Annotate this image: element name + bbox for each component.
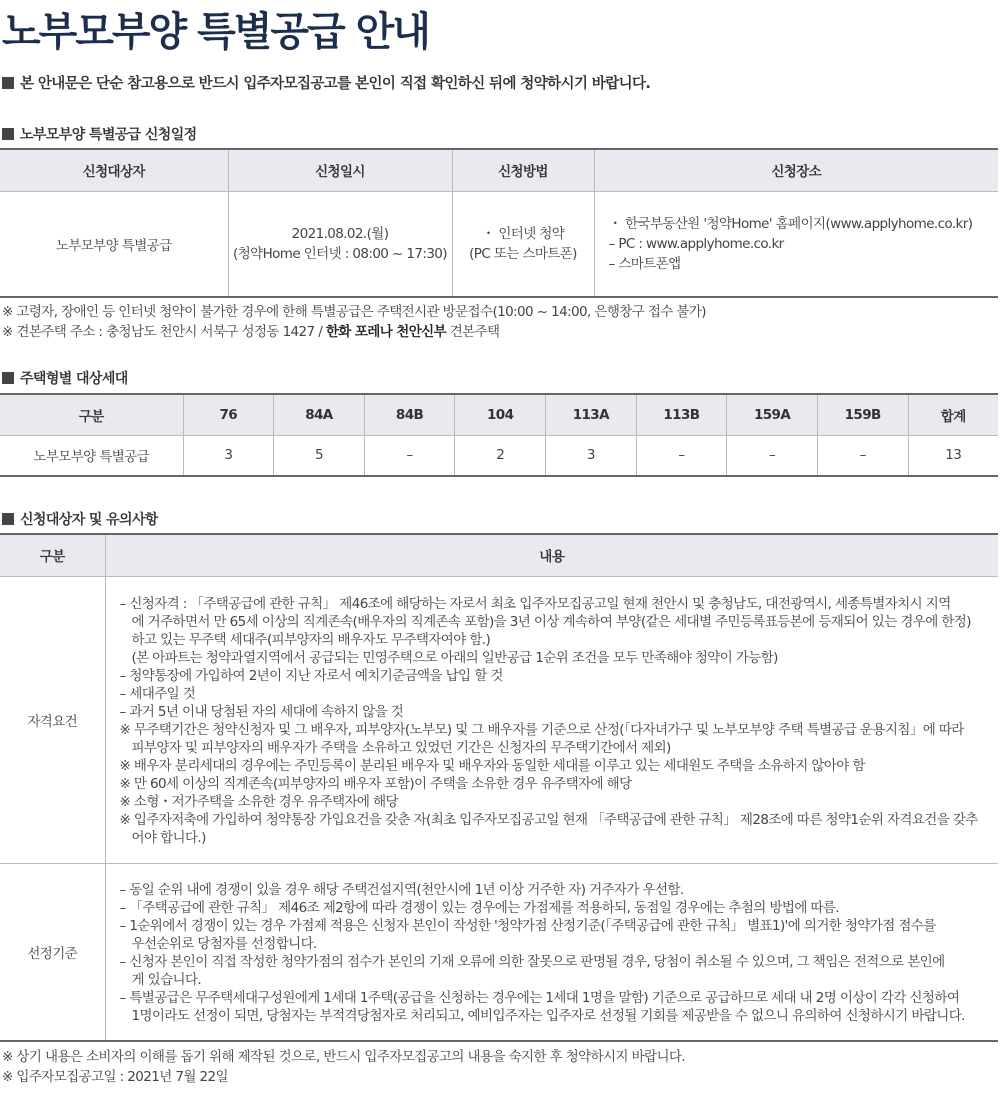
content-line: ※ 만 60세 이상의 직계존속(피부양자의 배우자 포함)이 주택을 소유한 경우 유주택자에 해당 <box>119 775 632 792</box>
content-line: ※ 입주자저축에 가입하여 청약통장 가입요건을 갖춘 자(최초 입주자모집공고일 현재 「주택공급에 관한 규칙」 제28조에 따른 청약1순위 자격요건을 갖추 <box>119 811 978 828</box>
schedule-note: ※ 고령자, 장애인 등 인터넷 청약이 불가한 경우에 한해 특별공급은 주택전시관 방문접수(10:00 ~ 14:00, 은행창구 접수 불가) <box>2 304 706 320</box>
row-label: 자격요건 <box>0 576 105 863</box>
header-cell: 합계 <box>908 394 998 435</box>
header-cell: 84A <box>274 394 365 435</box>
content-line: – 세대주일 것 <box>119 685 196 702</box>
row-label: 선정기준 <box>0 863 105 1041</box>
unit-count-cell: – <box>727 435 818 476</box>
row-content <box>105 576 998 863</box>
content-line: – 특별공급은 무주택세대구성원에게 1세대 1주택(공급을 신청하는 경우에는 1세대 1명을 말함) 기준으로 공급하므로 세대 내 2명 이상이 각각 신청하여 <box>119 989 960 1006</box>
content-line: 1명이라도 선정이 되면, 당첨자는 부적격당첨자로 처리되고, 예비입주자는 입주자로 선정될 기회를 제공받을 수 없으니 유의하여 신청하시기 바랍니다. <box>131 1007 965 1024</box>
header-cell: 신청일시 <box>228 149 452 191</box>
date-cell: 2021.08.02.(월) (청약Home 인터넷 : 08:00 ~ 17:30) <box>228 191 452 297</box>
content-line: (본 아파트는 청약과열지역에서 공급되는 민영주택으로 아래의 일반공급 1순위 조건을 모두 만족해야 청약이 가능함) <box>131 649 778 666</box>
method-cell: ・ 인터넷 청약 (PC 또는 스마트폰) <box>452 191 594 297</box>
content-line: 게 있습니다. <box>131 971 202 988</box>
units-table <box>0 393 998 477</box>
header-cell: 신청방법 <box>452 149 594 191</box>
notice: 본 안내문은 단순 참고용으로 반드시 입주자모집공고를 본인이 직접 확인하신 뒤에 청약하시기 바랍니다. <box>2 72 650 93</box>
content-line: ※ 소형・저가주택을 소유한 경우 유주택자에 해당 <box>119 793 398 810</box>
header-cell: 113B <box>636 394 727 435</box>
square-bullet-icon <box>2 128 14 140</box>
schedule-table <box>0 148 998 298</box>
header-cell: 신청장소 <box>594 149 998 191</box>
header-cell: 159A <box>727 394 818 435</box>
section-heading-eligibility: 신청대상자 및 유의사항 <box>2 509 158 529</box>
unit-count-cell: – <box>364 435 455 476</box>
content-line: 하고 있는 무주택 세대주(피부양자의 배우자도 무주택자여야 함.) <box>131 631 491 648</box>
header-cell: 84B <box>364 394 455 435</box>
content-line: – 동일 순위 내에 경쟁이 있을 경우 해당 주택건설지역(천안시에 1년 이상 거주한 자) 거주자가 우선함. <box>119 881 684 898</box>
row-content <box>105 863 998 1041</box>
page-title: 노부모부양 특별공급 안내 <box>2 9 429 55</box>
content-line: – 「주택공급에 관한 규칙」 제46조 제2항에 따라 경쟁이 있는 경우에는 가점제를 적용하되, 동점일 경우에는 추첨의 방법에 따름. <box>119 899 840 916</box>
unit-count-cell: 13 <box>908 435 998 476</box>
content-line: 에 거주하면서 만 65세 이상의 직계존속(배우자의 직계존속 포함)을 3년 이상 계속하여 부양(같은 세대별 주민등록표등본에 등재되어 있는 경우에 한정) <box>131 613 971 630</box>
footnote: ※ 상기 내용은 소비자의 이해를 돕기 위해 제작된 것으로, 반드시 입주자모집공고의 내용을 숙지한 후 청약하시지 바랍니다. <box>2 1049 686 1065</box>
square-bullet-icon <box>2 372 14 384</box>
target-cell: 노부모부양 특별공급 <box>0 191 228 297</box>
content-line: – 청약통장에 가입하여 2년이 지난 자로서 예치기준금액을 납입 할 것 <box>119 667 503 684</box>
place-cell: ・ 한국부동산원 '청약Home' 홈페이지(www.applyhome.co.kr) – PC : www.applyhome.co.kr – 스마트폰앱 <box>594 191 998 297</box>
content-line: ※ 배우자 분리세대의 경우에는 주민등록이 분리된 배우자 및 배우자와 동일한 세대를 이루고 있는 세대원도 주택을 소유하지 않아야 함 <box>119 757 865 774</box>
header-cell: 구분 <box>0 534 105 576</box>
content-line: 어야 합니다.) <box>131 829 206 846</box>
header-cell: 113A <box>546 394 637 435</box>
header-cell: 내용 <box>105 534 998 576</box>
unit-count-cell: 2 <box>455 435 546 476</box>
header-cell: 76 <box>183 394 274 435</box>
unit-count-cell: 5 <box>274 435 365 476</box>
header-cell: 신청대상자 <box>0 149 228 191</box>
header-cell: 구분 <box>0 394 183 435</box>
unit-count-cell: – <box>817 435 908 476</box>
table-row <box>0 435 998 476</box>
footnote: ※ 입주자모집공고일 : 2021년 7월 22일 <box>2 1069 228 1085</box>
table-row <box>0 191 998 297</box>
content-line: – 신청자 본인이 직접 작성한 청약가점의 점수가 본인의 기재 오류에 의한 잘못으로 판명될 경우, 당첨이 취소될 수 있으며, 그 책임은 전적으로 본인에 <box>119 953 945 970</box>
unit-count-cell: – <box>636 435 727 476</box>
header-cell: 104 <box>455 394 546 435</box>
header-cell: 159B <box>817 394 908 435</box>
square-bullet-icon <box>2 513 14 525</box>
unit-count-cell: 3 <box>546 435 637 476</box>
square-bullet-icon <box>2 77 14 89</box>
content-line: – 과거 5년 이내 당첨된 자의 세대에 속하지 않을 것 <box>119 703 404 720</box>
section-heading-units: 주택형별 대상세대 <box>2 368 128 388</box>
content-line: ※ 무주택기간은 청약신청자 및 그 배우자, 피부양자(노부모) 및 그 배우자를 기준으로 산정(「다자녀가구 및 노부모부양 주택 특별공급 운용지침」에 따라 <box>119 721 964 738</box>
content-line: 우선순위로 당첨자를 선정합니다. <box>131 935 317 952</box>
row-label: 노부모부양 특별공급 <box>0 435 183 476</box>
table-row <box>0 576 998 863</box>
table-row <box>0 863 998 1041</box>
unit-count-cell: 3 <box>183 435 274 476</box>
section-heading-schedule: 노부모부양 특별공급 신청일정 <box>2 124 197 144</box>
content-line: 피부양자 및 피부양자의 배우자가 주택을 소유하고 있었던 기간은 신청자의 무주택기간에서 제외) <box>131 739 671 756</box>
content-line: – 신청자격 : 「주택공급에 관한 규칙」 제46조에 해당하는 자로서 최초 입주자모집공고일 현재 천안시 및 충청남도, 대전광역시, 세종특별자치시 지역 <box>119 595 951 612</box>
content-line: – 1순위에서 경쟁이 있는 경우 가점제 적용은 신청자 본인이 작성한 '청약가점 산정기준(「주택공급에 관한 규칙」 별표1)'에 의거한 청약가점 점수를 <box>119 917 936 934</box>
eligibility-table <box>0 533 998 1042</box>
model-house-address: ※ 견본주택 주소 : 충청남도 천안시 서북구 성정동 1427 / 한화 포레나 천안신부 견본주택 <box>2 324 500 340</box>
